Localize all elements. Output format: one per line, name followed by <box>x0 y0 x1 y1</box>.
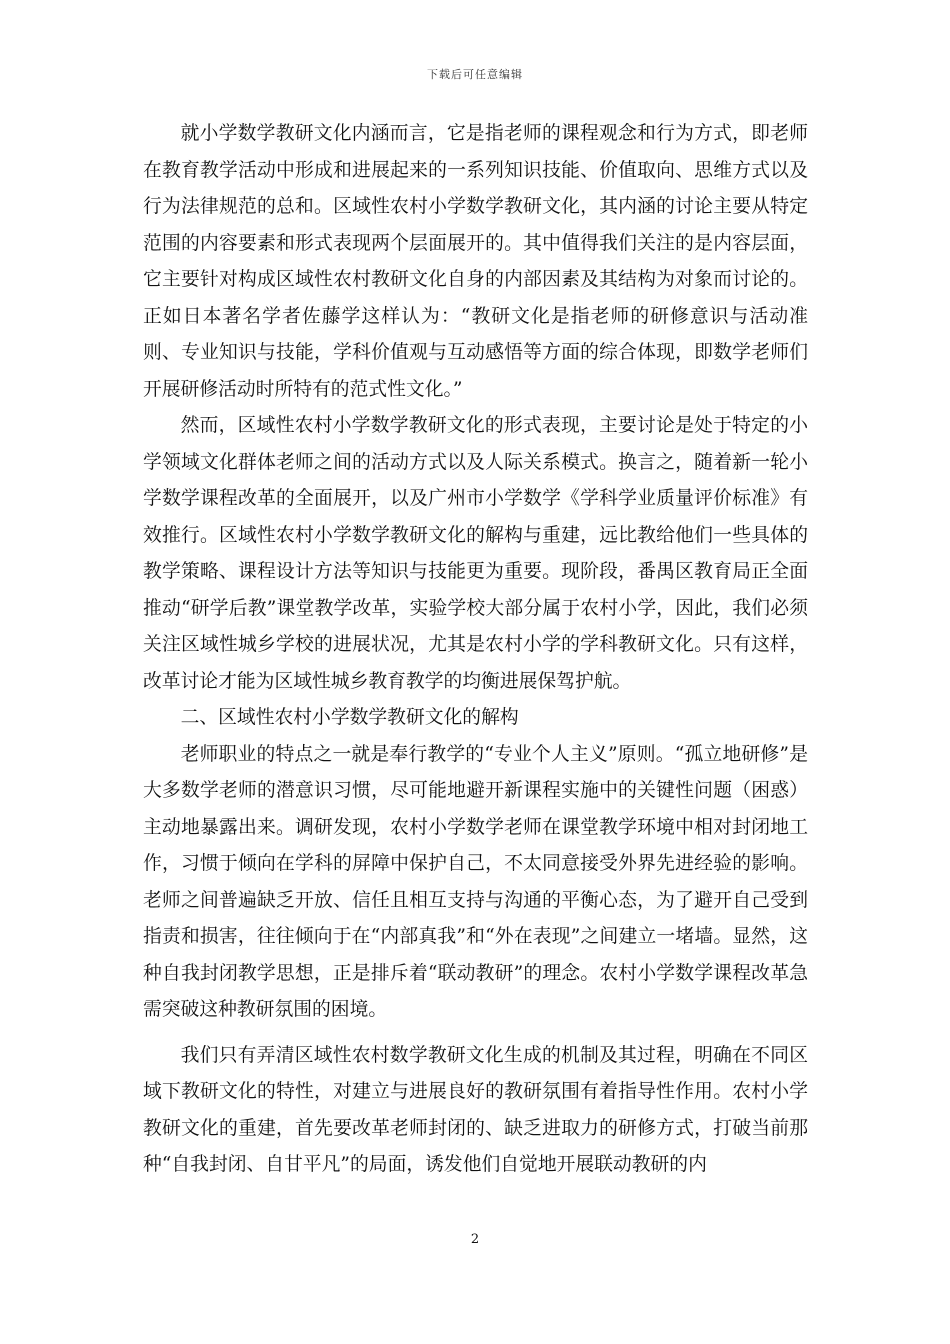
section-heading: 二、区域性农村小学数学教研文化的解构 <box>180 707 519 728</box>
paragraph-form-expression: 然而，区域性农村小学数学教研文化的形式表现，主要讨论是处于特定的小学领域文化群体老师之间的活动方式以及人际关系模式。换言之，随着新一轮小学数学课程改革的全面展开，以及广州市小学数学《学科学业质量评价标准》有效推行。区域性农村小学数学教研文化的解构与重建，远比教给他们一些具体的教学策略、课程设计方法等知识与技能更为重要。现阶段，番禺区教育局正全面推动“研学后教”课堂教学改革，实验学校大部分属于农村小学，因此，我们必须关注区域性城乡学校的进展状况，尤其是农村小学的学科教研文化。只有这样，改革讨论才能为区域性城乡教育教学的均衡进展保驾护航。 <box>143 415 808 692</box>
page-number: 2 <box>470 1232 480 1247</box>
document-body <box>143 116 808 1184</box>
paragraph-content-definition: 就小学数学教研文化内涵而言，它是指老师的课程观念和行为方式，即老师在教育教学活动中形成和进展起来的一系列知识技能、价值取向、思维方式以及行为法律规范的总和。区域性农村小学数学教研文化，其内涵的讨论主要从特定范围的内容要素和形式表现两个层面展开的。其中值得我们关注的是内容层面，它主要针对构成区域性农村教研文化自身的内部因素及其结构为对象而讨论的。正如日本著名学者佐藤学这样认为：“教研文化是指老师的研修意识与活动准则、专业知识与技能，学科价值观与互动感悟等方面的综合体现，即数学老师们开展研修活动时所特有的范式性文化。” <box>143 123 808 400</box>
paragraph-reconstruction: 我们只有弄清区域性农村数学教研文化生成的机制及其过程，明确在不同区域下教研文化的特性，对建立与进展良好的教研氛围有着指导性作用。农村小学教研文化的重建，首先要改革老师封闭的、缺乏进取力的研修方式，打破当前那种“自我封闭、自甘平凡”的局面，诱发他们自觉地开展联动教研的内 <box>143 1044 808 1175</box>
page-header: 下载后可任意编辑 <box>427 68 523 81</box>
paragraph-deconstruction: 老师职业的特点之一就是奉行教学的“专业个人主义”原则。“孤立地研修”是大多数学老师的潜意识习惯，尽可能地避开新课程实施中的关键性问题（困惑）主动地暴露出来。调研发现，农村小学数学老师在课堂教学环境中相对封闭地工作，习惯于倾向在学科的屏障中保护自己，不太同意接受外界先进经验的影响。老师之间普遍缺乏开放、信任且相互支持与沟通的平衡心态，为了避开自己受到指责和损害，往往倾向于在“内部真我”和“外在表现”之间建立一堵墙。显然，这种自我封闭教学思想，正是排斥着“联动教研”的理念。农村小学数学课程改革急需突破这种教研氛围的困境。 <box>143 743 808 1020</box>
